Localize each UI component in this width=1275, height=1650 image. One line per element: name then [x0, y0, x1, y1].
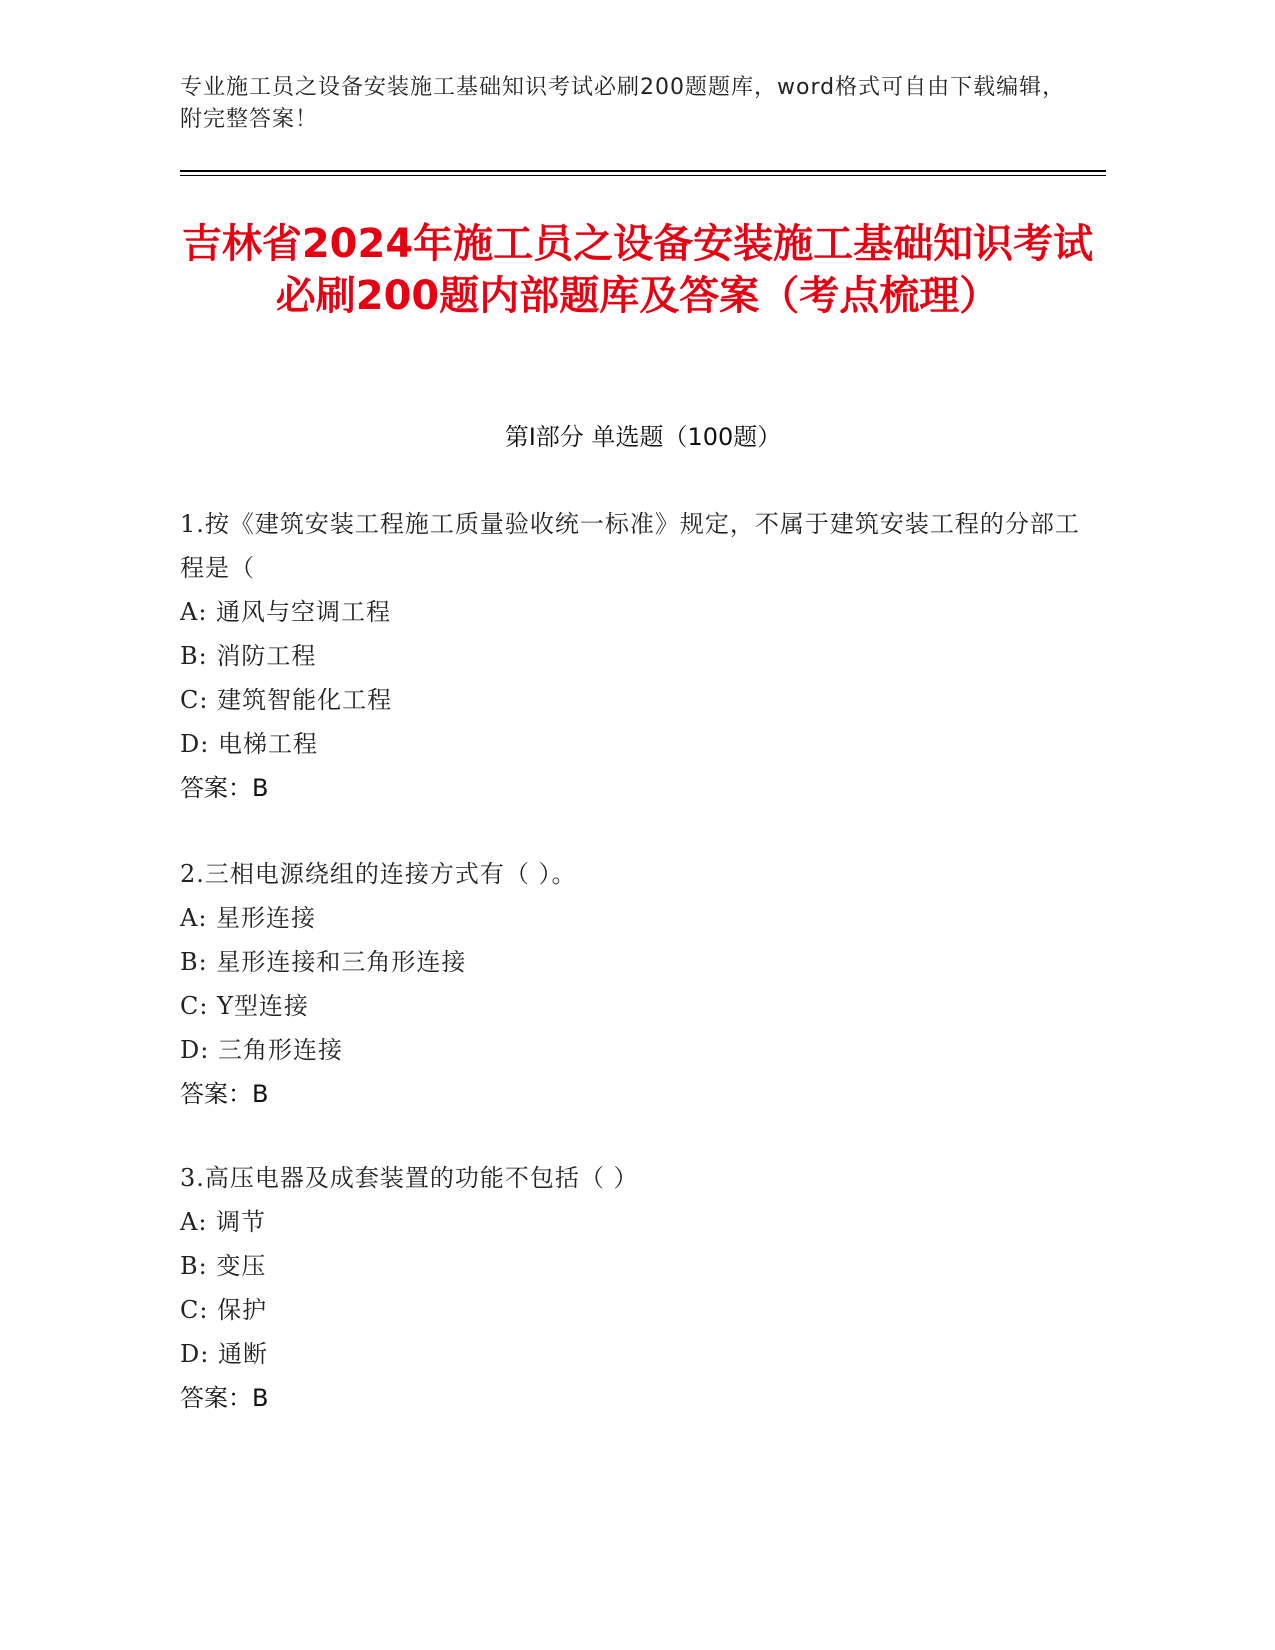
option-a: A: 星形连接: [180, 904, 317, 932]
section-heading: 第I部分 单选题（100题）: [504, 423, 782, 451]
option-b: B: 星形连接和三角形连接: [180, 948, 467, 976]
option-a: A: 通风与空调工程: [180, 598, 392, 626]
option-c: C: 建筑智能化工程: [180, 686, 393, 714]
option-c: C: Y型连接: [180, 992, 309, 1020]
option-a: A: 调节: [180, 1208, 267, 1236]
question-stem: 1.按《建筑安装工程施工质量验收统一标准》规定，不属于建筑安装工程的分部工程是（: [180, 510, 1080, 582]
question-2: [180, 852, 1080, 1116]
option-d: D: 通断: [180, 1340, 268, 1368]
option-b: B: 消防工程: [180, 642, 317, 670]
question-stem: 2.三相电源绕组的连接方式有（ ）。: [180, 860, 577, 888]
answer-line: 答案：B: [180, 1080, 269, 1108]
question-1: [180, 502, 1080, 810]
question-3: [180, 1156, 1080, 1420]
option-c: C: 保护: [180, 1296, 268, 1324]
option-d: D: 电梯工程: [180, 730, 318, 758]
header-rule-thick: [180, 170, 1106, 172]
answer-line: 答案：B: [180, 1384, 269, 1412]
question-stem: 3.高压电器及成套装置的功能不包括（ ）: [180, 1164, 639, 1192]
header-rule-thin: [180, 175, 1106, 176]
answer-line: 答案：B: [180, 774, 269, 802]
option-d: D: 三角形连接: [180, 1036, 343, 1064]
document-title: 吉林省2024年施工员之设备安装施工基础知识考试必刷200题内部题库及答案（考点梳理）: [181, 221, 1094, 319]
option-b: B: 变压: [180, 1252, 267, 1280]
header-note: 专业施工员之设备安装施工基础知识考试必刷200题题库，word格式可自由下载编辑，附完整答案！: [180, 75, 1066, 132]
